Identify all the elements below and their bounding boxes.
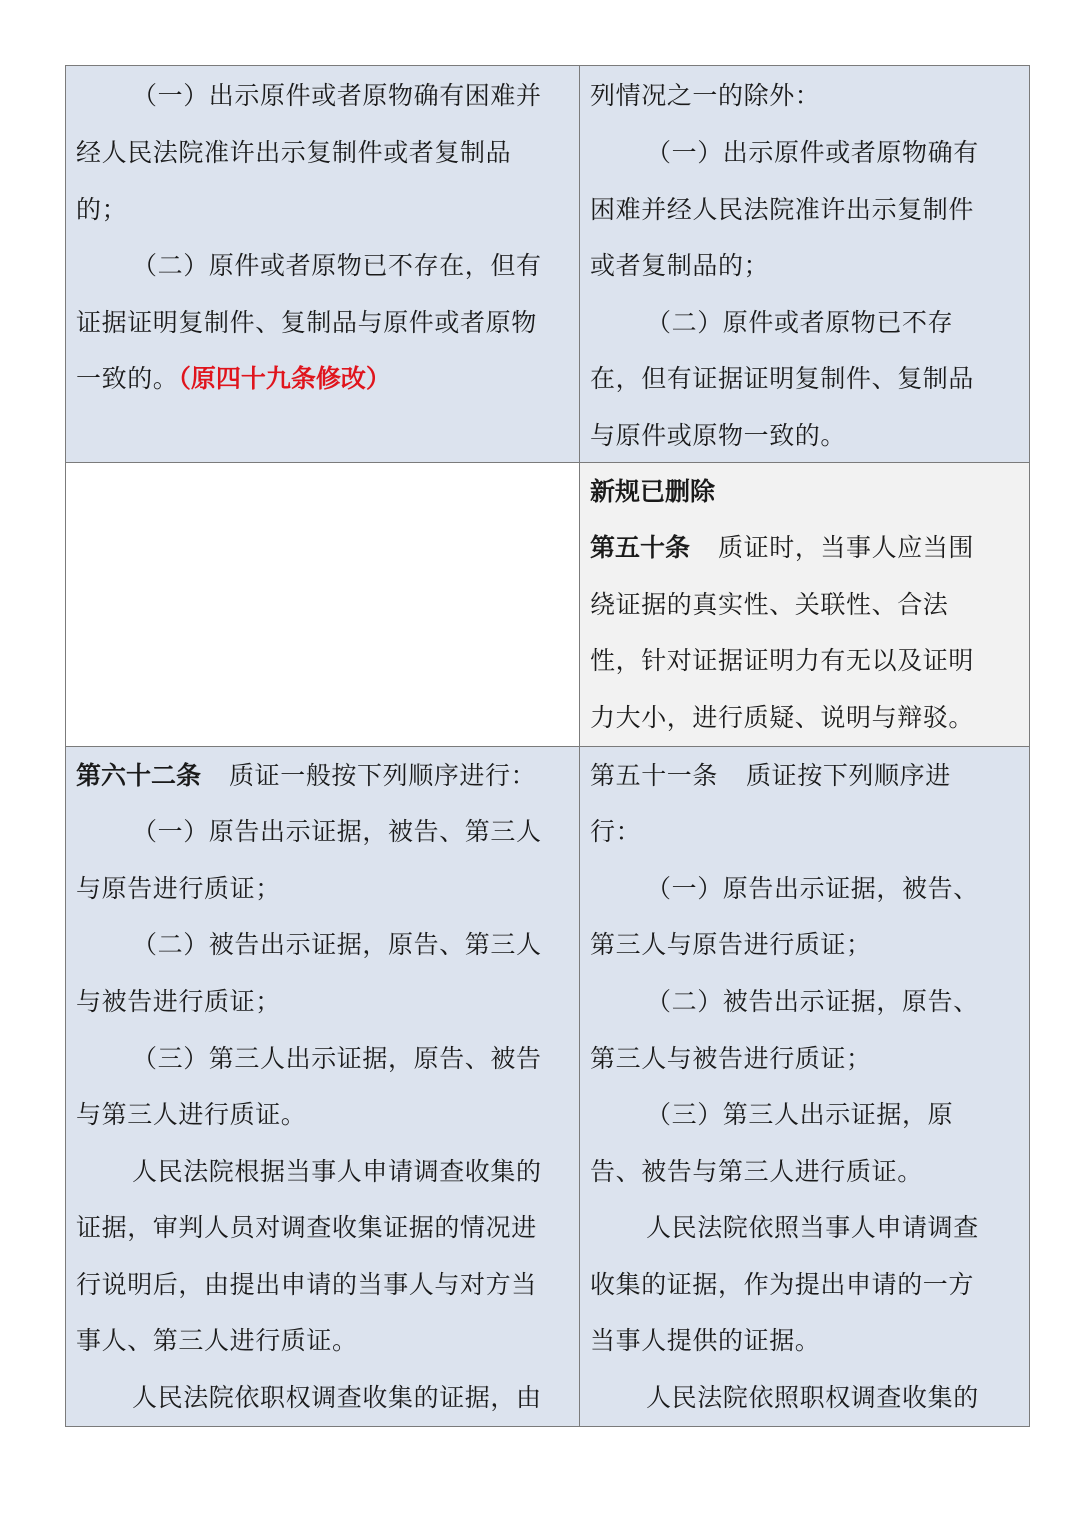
text-line: （一）出示原件或者原物确有 bbox=[646, 138, 979, 167]
table-row-3 bbox=[66, 747, 1029, 1426]
text-line: 证据，审判人员对调查收集证据的情况进 bbox=[76, 1213, 537, 1242]
text-line: 与第三人进行质证。 bbox=[76, 1100, 307, 1129]
text-line: 当事人提供的证据。 bbox=[590, 1326, 821, 1355]
text-line: （三）第三人出示证据，原告、被告 bbox=[132, 1044, 542, 1073]
text-line: 绕证据的真实性、关联性、合法 bbox=[590, 590, 949, 619]
text-line bbox=[76, 364, 391, 394]
text-line bbox=[590, 533, 974, 563]
text-line: 困难并经人民法院准许出示复制件 bbox=[590, 195, 975, 224]
text-segment: 质证时，当事人应当围 bbox=[718, 533, 975, 562]
text-line: 经人民法院准许出示复制件或者复制品 bbox=[76, 138, 512, 167]
text-line: 人民法院依照当事人申请调查 bbox=[646, 1213, 979, 1242]
text-line: （二）原件或者原物已不存在，但有 bbox=[132, 251, 542, 280]
text-segment: 质证一般按下列顺序进行： bbox=[229, 761, 537, 790]
text-line: 行： bbox=[590, 817, 642, 846]
text-line: 人民法院根据当事人申请调查收集的 bbox=[132, 1157, 542, 1186]
text-line: 告、被告与第三人进行质证。 bbox=[590, 1157, 923, 1186]
deleted-status: 新规已删除 bbox=[590, 477, 716, 506]
text-line: 与原件或原物一致的。 bbox=[590, 421, 847, 450]
text-line: 列情况之一的除外： bbox=[590, 81, 821, 110]
text-line: 第三人与被告进行质证； bbox=[590, 1044, 872, 1073]
text-line bbox=[76, 761, 536, 791]
text-line: （二）被告出示证据，原告、 bbox=[646, 987, 979, 1016]
new-rule-cell bbox=[66, 66, 580, 462]
old-rule-cell bbox=[580, 66, 1029, 462]
text-line: （一）出示原件或者原物确有困难并 bbox=[132, 81, 542, 110]
text-line: 第三人与原告进行质证； bbox=[590, 930, 872, 959]
old-rule-cell bbox=[580, 747, 1029, 1426]
text-line: 性，针对证据证明力有无以及证明 bbox=[590, 646, 975, 675]
text-line: 的； bbox=[76, 195, 128, 224]
revision-note: （原四十九条修改） bbox=[178, 364, 391, 393]
text-line: 人民法院依照职权调查收集的 bbox=[646, 1383, 979, 1412]
text-line bbox=[590, 761, 951, 791]
table-row-2 bbox=[66, 463, 1029, 747]
text-line: 收集的证据，作为提出申请的一方 bbox=[590, 1270, 975, 1299]
article-number: 第五十条 bbox=[590, 533, 691, 562]
text-line: 或者复制品的； bbox=[590, 251, 770, 280]
text-line: （一）原告出示证据，被告、第三人 bbox=[132, 817, 542, 846]
text-line: （三）第三人出示证据，原 bbox=[646, 1100, 954, 1129]
text-line: 与被告进行质证； bbox=[76, 987, 281, 1016]
table-row-1 bbox=[66, 66, 1029, 463]
text-segment: 一致的。 bbox=[76, 364, 179, 393]
text-line: 在，但有证据证明复制件、复制品 bbox=[590, 364, 975, 393]
text-line: 行说明后，由提出申请的当事人与对方当 bbox=[76, 1270, 537, 1299]
text-line: （二）被告出示证据，原告、第三人 bbox=[132, 930, 542, 959]
text-line: （一）原告出示证据，被告、 bbox=[646, 874, 979, 903]
new-rule-cell-empty bbox=[66, 463, 580, 746]
text-line: 证据证明复制件、复制品与原件或者原物 bbox=[76, 308, 537, 337]
text-line: 事人、第三人进行质证。 bbox=[76, 1326, 358, 1355]
text-line: 人民法院依职权调查收集的证据，由 bbox=[132, 1383, 542, 1412]
article-number: 第六十二条 bbox=[76, 761, 202, 790]
deleted-rule-cell bbox=[580, 463, 1029, 746]
article-number: 第五十一条 bbox=[590, 761, 719, 790]
text-line: （二）原件或者原物已不存 bbox=[646, 308, 954, 337]
new-rule-cell bbox=[66, 747, 580, 1426]
text-line: 与原告进行质证； bbox=[76, 874, 281, 903]
text-line: 力大小，进行质疑、说明与辩驳。 bbox=[590, 703, 975, 732]
comparison-table bbox=[65, 65, 1030, 1427]
text-segment: 质证按下列顺序进 bbox=[746, 761, 951, 790]
